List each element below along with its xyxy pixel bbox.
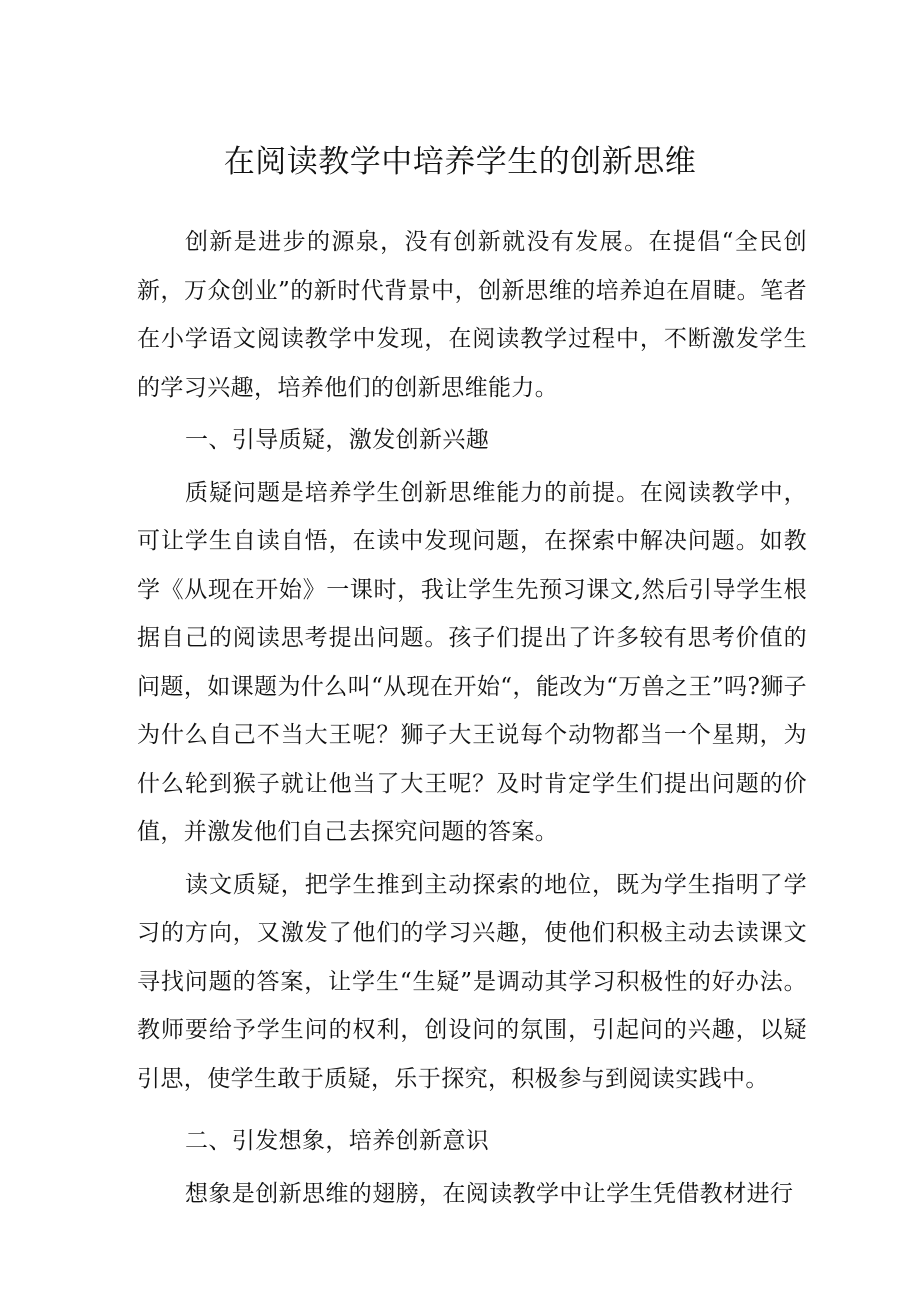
section-2-paragraph-1: 想象是创新思维的翅膀，在阅读教学中让学生凭借教材进行 (185, 1180, 794, 1207)
section-1-paragraph-2: 读文质疑，把学生推到主动探索的地位，既为学生指明了学习的方向，又激发了他们的学习兴趣，使他们积极主动去读课文寻找问题的答案，让学生“生疑”是调动其学习积极性的好办法。教师要给予学生问的权利，创设问的氛围，引起问的兴趣，以疑引思，使学生敢于质疑，乐于探究，积极参与到阅读实践中。 (137, 871, 807, 1092)
document-body (137, 218, 807, 1218)
section-heading-1: 一、引导质疑，激发创新兴趣 (185, 427, 490, 453)
section-heading-2: 二、引发想象，培养创新意识 (185, 1128, 490, 1154)
document-title: 在阅读教学中培养学生的创新思维 (223, 144, 697, 180)
intro-paragraph: 创新是进步的源泉，没有创新就没有发展。在提倡“全民创新，万众创业”的新时代背景中，创新思维的培养迫在眉睫。笔者在小学语文阅读教学中发现，在阅读教学过程中，不断激发学生的学习兴趣，培养他们的创新思维能力。 (137, 229, 807, 401)
section-1-paragraph-1: 质疑问题是培养学生创新思维能力的前提。在阅读教学中，可让学生自读自悟，在读中发现问题，在探索中解决问题。如教学《从现在开始》一课时，我让学生先预习课文,然后引导学生根据自己的阅读思考提出问题。孩子们提出了许多较有思考价值的问题，如课题为什么叫“从现在开始“，能改为“万兽之王”吗?狮子为什么自己不当大王呢？狮子大王说每个动物都当一个星期，为什么轮到猴子就让他当了大王呢？及时肯定学生们提出问题的价值，并激发他们自己去探究问题的答案。 (137, 479, 807, 845)
